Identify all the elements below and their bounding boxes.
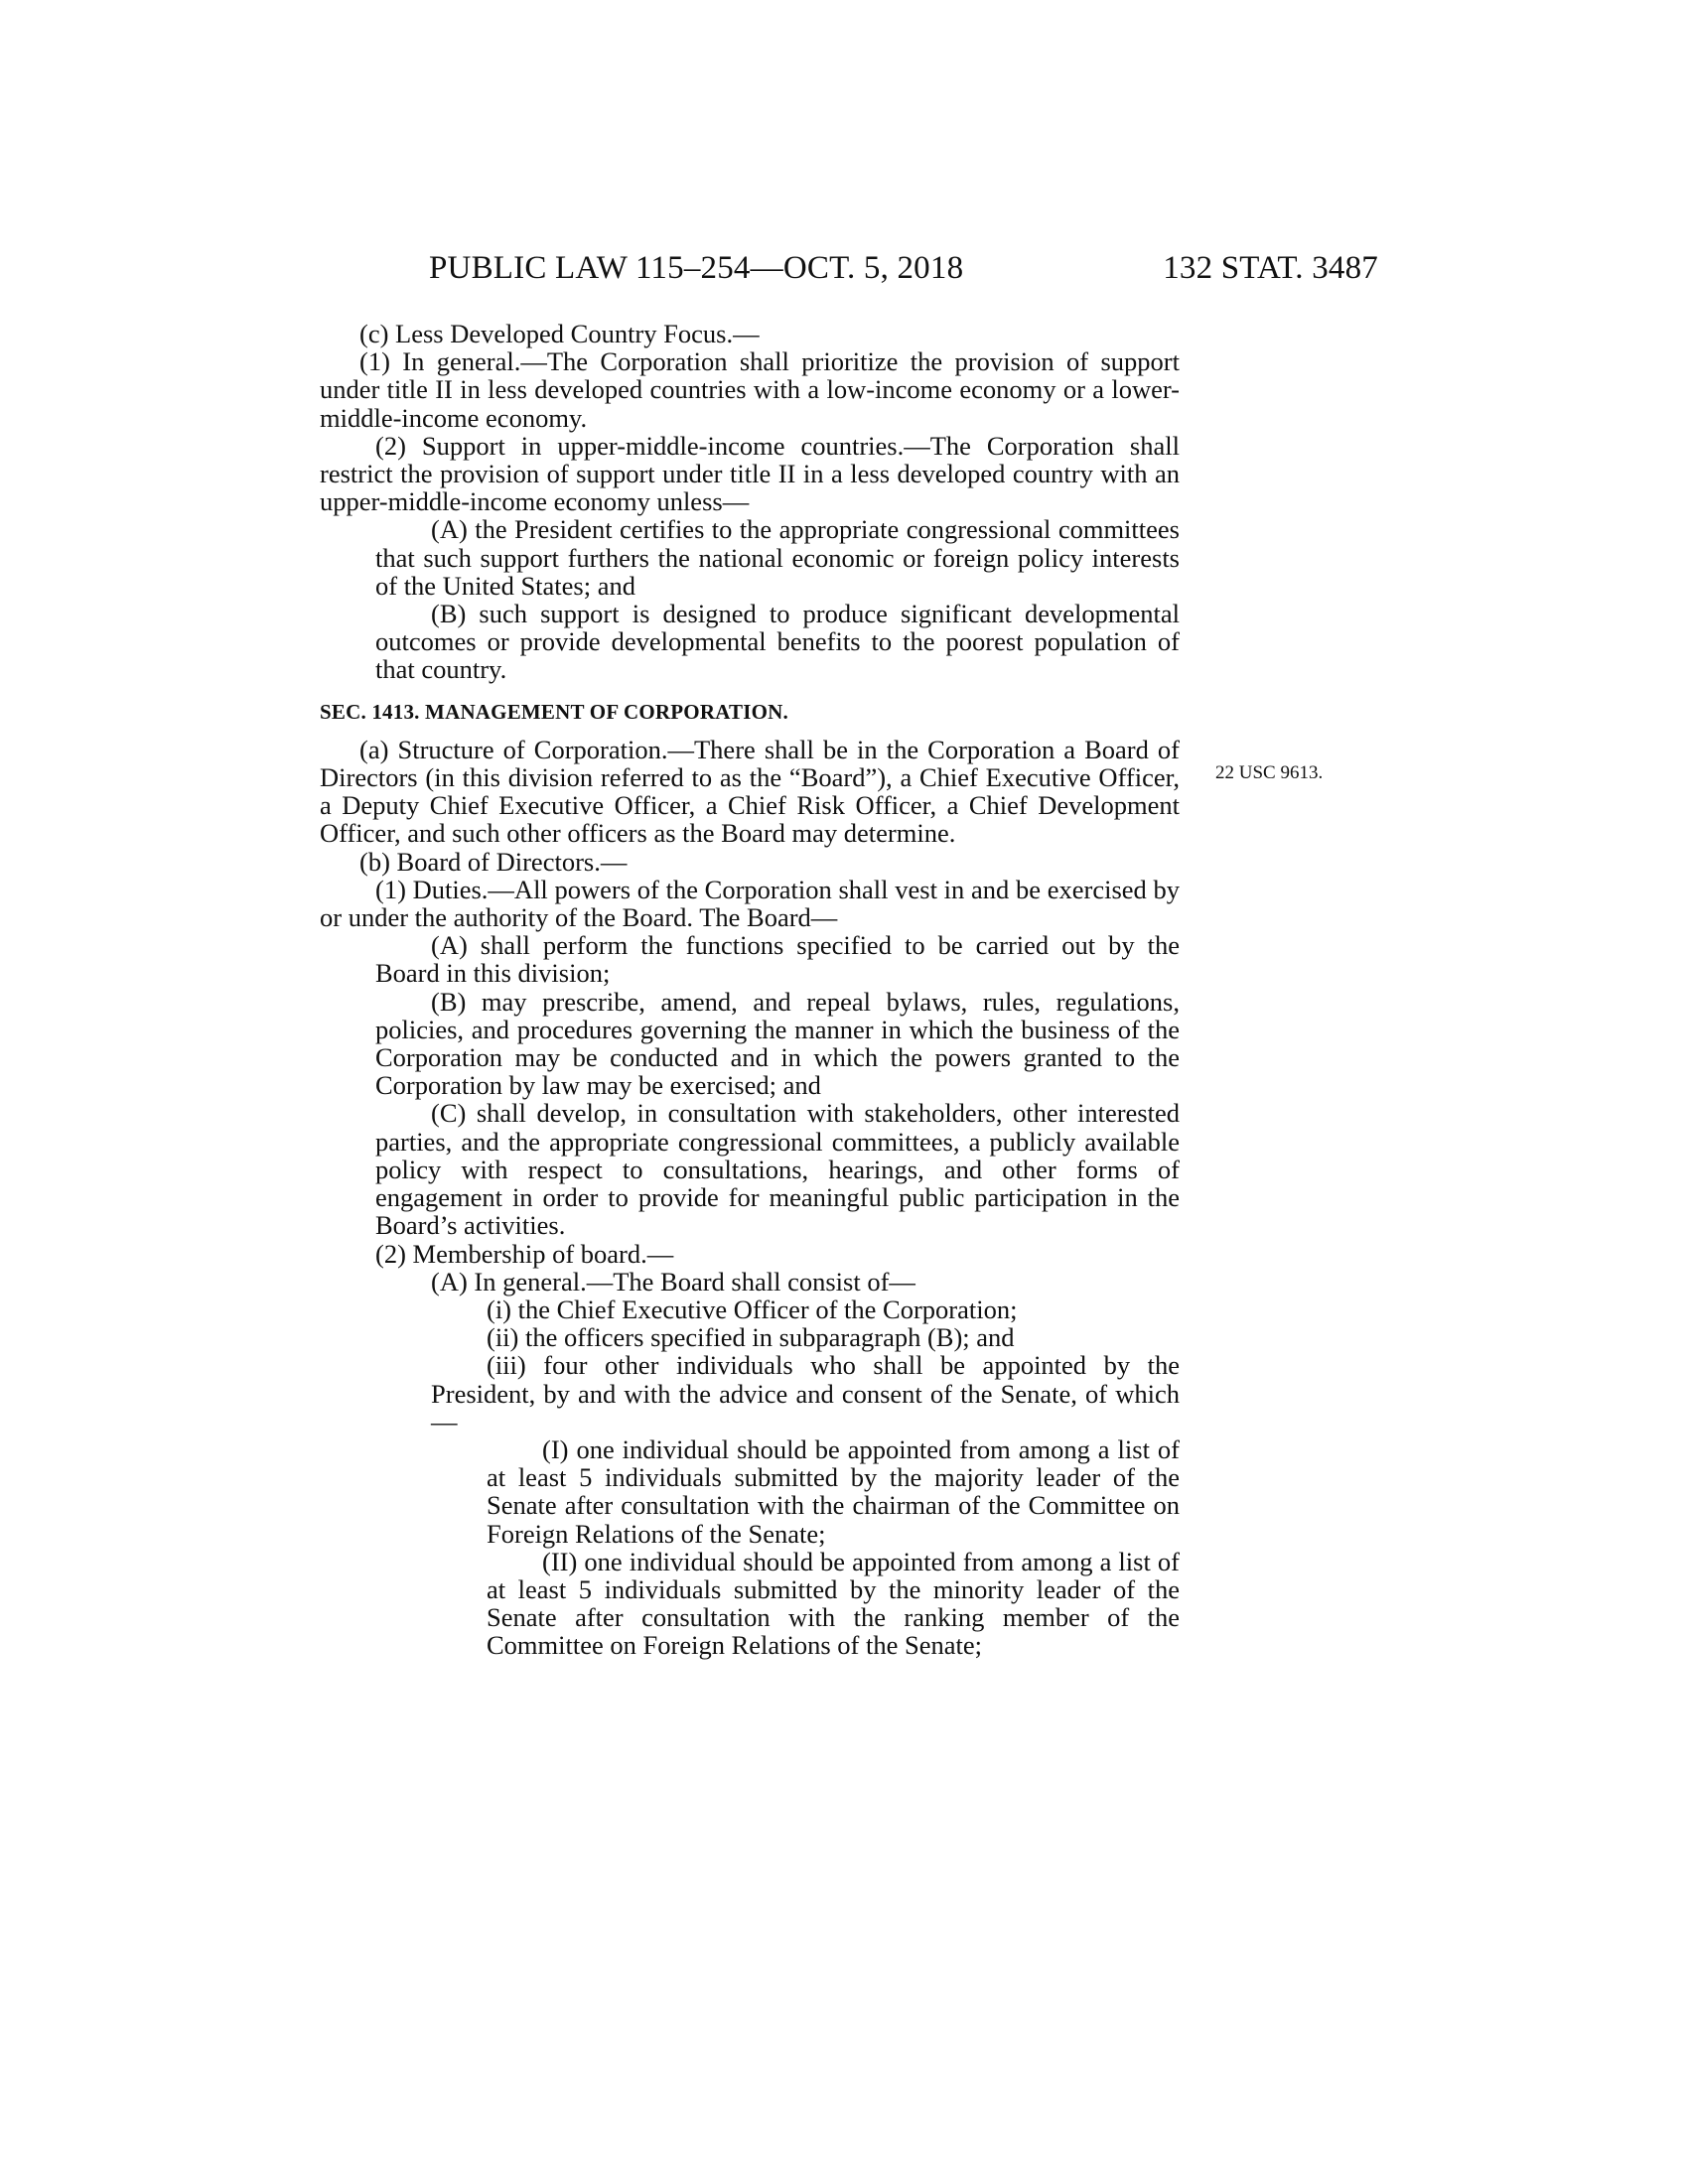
- subparagraph-b2A: (A) In general.—The Board shall consist of—: [431, 1266, 915, 1297]
- header-stat-page: 132 STAT. 3487: [1163, 250, 1378, 286]
- paragraph-c1: (1) In general.—The Corporation shall prioritize the provision of support under title II in less developed countries with a low-income economy or a lower-middle-income economy.: [320, 346, 1180, 433]
- subsection-a: (a) Structure of Corporation.—There shall be in the Corporation a Board of Directors (in this division referred to as the “Board”), a Chief Executive Officer, a Deputy Chief Executive Officer, a Chief Risk Officer, a Chief Development Officer, and such other officers as the Board may determine.: [320, 734, 1180, 849]
- subsection-c-heading: (c) Less Developed Country Focus.—: [359, 319, 760, 348]
- paragraph-b2-heading: (2) Membership of board.—: [375, 1238, 674, 1269]
- paragraph-c2: (2) Support in upper-middle-income countries.—The Corporation shall restrict the provision of support under title II in a less developed country with an upper-middle-income economy unless—: [320, 430, 1180, 517]
- clause-b2Ai: (i) the Chief Executive Officer of the Corporation;: [487, 1294, 1018, 1324]
- subparagraph-c2A: (A) the President certifies to the appropriate congressional committees that such support furthers the national economic or foreign policy interests of the United States; and: [375, 514, 1180, 601]
- header-public-law: PUBLIC LAW 115–254—OCT. 5, 2018: [429, 250, 964, 286]
- subclause-b2AII: (II) one individual should be appointed from among a list of at least 5 individuals submitted by the minority leader of the Senate after consultation with the ranking member of the Committee on Foreign Relations of the Senate;: [487, 1546, 1180, 1661]
- subsection-b-heading: (b) Board of Directors.—: [359, 846, 628, 877]
- subparagraph-b1C: (C) shall develop, in consultation with stakeholders, other interested parties, and the appropriate congressional committees, a publicly available policy with respect to consultations, hearings, and other forms of engagement in order to provide for meaningful public participation in the Board’s activities.: [375, 1098, 1180, 1241]
- paragraph-b1: (1) Duties.—All powers of the Corporation shall vest in and be exercised by or under the authority of the Board. The Board—: [320, 874, 1180, 933]
- clause-b2Aiii: (iii) four other individuals who shall be appointed by the President, by and with the advice and consent of the Senate, of which—: [431, 1350, 1180, 1436]
- section-heading: SEC. 1413. MANAGEMENT OF CORPORATION.: [320, 699, 788, 724]
- subparagraph-b1A: (A) shall perform the functions specified to be carried out by the Board in this division;: [375, 930, 1180, 989]
- statute-body: [320, 320, 1180, 1660]
- running-header: [429, 250, 1378, 290]
- clause-b2Aii: (ii) the officers specified in subparagraph (B); and: [487, 1322, 1015, 1353]
- subparagraph-c2B: (B) such support is designed to produce significant developmental outcomes or provide developmental benefits to the poorest population of that country.: [375, 599, 1180, 685]
- subparagraph-b1B: (B) may prescribe, amend, and repeal bylaws, rules, regulations, policies, and procedures governing the manner in which the business of the Corporation may be conducted and in which the powers granted to the Corporation by law may be exercised; and: [375, 986, 1180, 1101]
- subclause-b2AI: (I) one individual should be appointed from among a list of at least 5 individuals submitted by the majority leader of the Senate after consultation with the chairman of the Committee on Foreign Relations of the Senate;: [487, 1433, 1180, 1549]
- margin-note-usc: 22 USC 9613.: [1215, 762, 1324, 783]
